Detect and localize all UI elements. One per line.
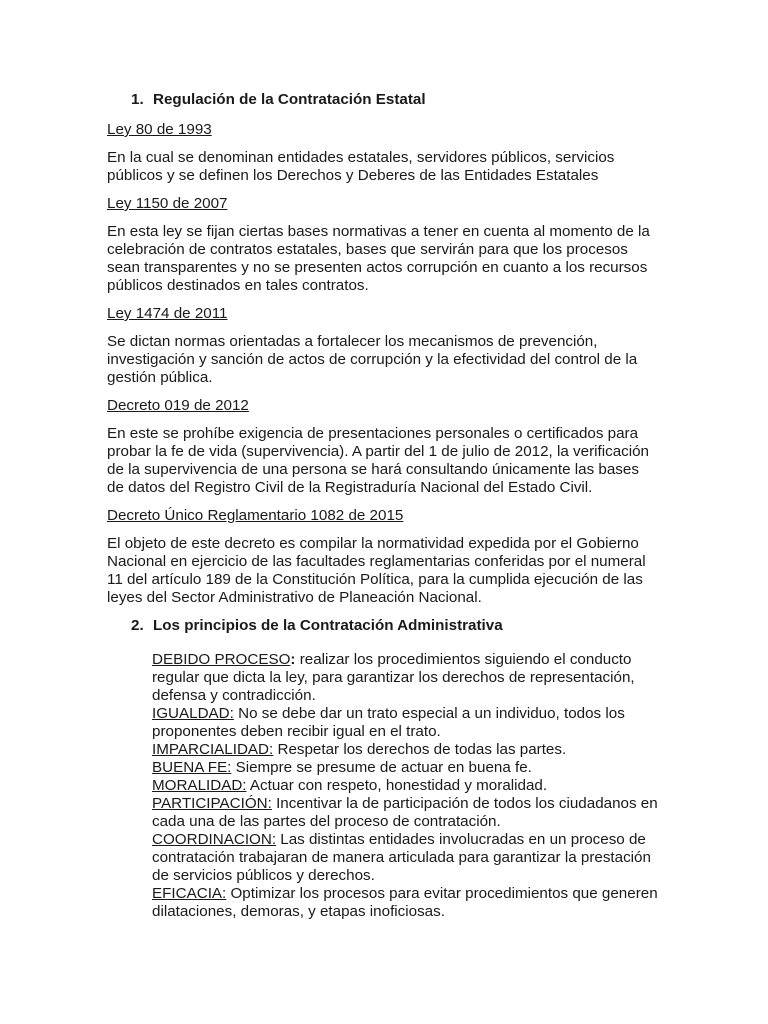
principle-description: Siempre se presume de actuar en buena fe.: [231, 759, 532, 776]
principle-item: [152, 705, 658, 741]
law-description: El objeto de este decreto es compilar la normatividad expedida por el Gobierno Nacional en ejercicio de las facultades reglamentarias conferidas por el numeral 11 del artículo 189 de la Constitución Política, para la cumplida ejecución de las leyes del Sector Administrativo de Planeación Nacional.: [107, 535, 646, 606]
principle-description: realizar los procedimientos siguiendo el conducto regular que dicta la ley, para garantizar los derechos de representación, defensa y contradicción.: [152, 651, 635, 704]
principle-term: PARTICIPACIÓN:: [152, 795, 272, 812]
principle-term: COORDINACION:: [152, 831, 277, 848]
law-entry: [107, 397, 658, 497]
principle-term: IGUALDAD:: [152, 705, 234, 722]
principle-item: [152, 651, 658, 705]
principle-description: No se debe dar un trato especial a un individuo, todos los proponentes deben recibir igual en el trato.: [152, 705, 625, 740]
principle-description: Las distintas entidades involucradas en un proceso de contratación trabajaran de manera articulada para garantizar la prestación de servicios públicos y derechos.: [152, 831, 651, 884]
law-entry: [107, 507, 658, 607]
principle-item: [152, 885, 658, 921]
section-2-title: Los principios de la Contratación Administrativa: [153, 617, 503, 634]
law-entry: [107, 195, 658, 295]
principle-term: BUENA FE:: [152, 759, 232, 776]
principle-item: [152, 831, 658, 885]
principle-description: Incentivar la de participación de todos los ciudadanos en cada una de las partes del proceso de contratación.: [152, 795, 658, 830]
principle-item: [152, 795, 658, 831]
principle-item: [152, 759, 658, 777]
law-title: Decreto Único Reglamentario 1082 de 2015: [107, 507, 404, 524]
principle-description: Actuar con respeto, honestidad y moralidad.: [246, 777, 548, 794]
law-title: Decreto 019 de 2012: [107, 397, 249, 414]
principle-term: DEBIDO PROCESO: [152, 651, 291, 668]
law-description: En la cual se denominan entidades estatales, servidores públicos, servicios públicos y se definen los Derechos y Deberes de las Entidades Estatales: [107, 149, 615, 184]
section-1-title: Regulación de la Contratación Estatal: [153, 91, 426, 108]
law-title: Ley 1474 de 2011: [107, 305, 228, 322]
law-title: Ley 1150 de 2007: [107, 195, 228, 212]
law-description: Se dictan normas orientadas a fortalecer los mecanismos de prevención, investigación y sanción de actos de corrupción y la efectividad del control de la gestión pública.: [107, 333, 638, 386]
principle-term: EFICACIA:: [152, 885, 227, 902]
principle-description: Optimizar los procesos para evitar procedimientos que generen dilataciones, demoras, y etapas inoficiosas.: [152, 885, 658, 920]
principle-item: [152, 777, 658, 795]
section-2-heading: [131, 617, 658, 635]
principle-term: MORALIDAD:: [152, 777, 247, 794]
section-1-number: 1.: [131, 91, 144, 108]
section-1-heading: [131, 91, 658, 109]
principle-term: IMPARCIALIDAD:: [152, 741, 274, 758]
law-description: En este se prohíbe exigencia de presentaciones personales o certificados para probar la fe de vida (supervivencia). A partir del 1 de julio de 2012, la verificación de la supervivencia de una persona se hará consultando únicamente las bases de datos del Registro Civil de la Registraduría Nacional del Estado Civil.: [107, 425, 649, 496]
principles-list: [152, 651, 658, 921]
law-entry: [107, 121, 658, 185]
section-2-number: 2.: [131, 617, 144, 634]
law-description: En esta ley se fijan ciertas bases normativas a tener en cuenta al momento de la celebración de contratos estatales, bases que servirán para que los procesos sean transparentes y no se presenten actos corrupción en cuanto a los recursos públicos destinados en tales contratos.: [107, 223, 650, 294]
law-entry: [107, 305, 658, 387]
principle-description: Respetar los derechos de todas las partes.: [273, 741, 567, 758]
principle-colon: :: [290, 651, 296, 668]
principle-item: [152, 741, 658, 759]
law-title: Ley 80 de 1993: [107, 121, 212, 138]
